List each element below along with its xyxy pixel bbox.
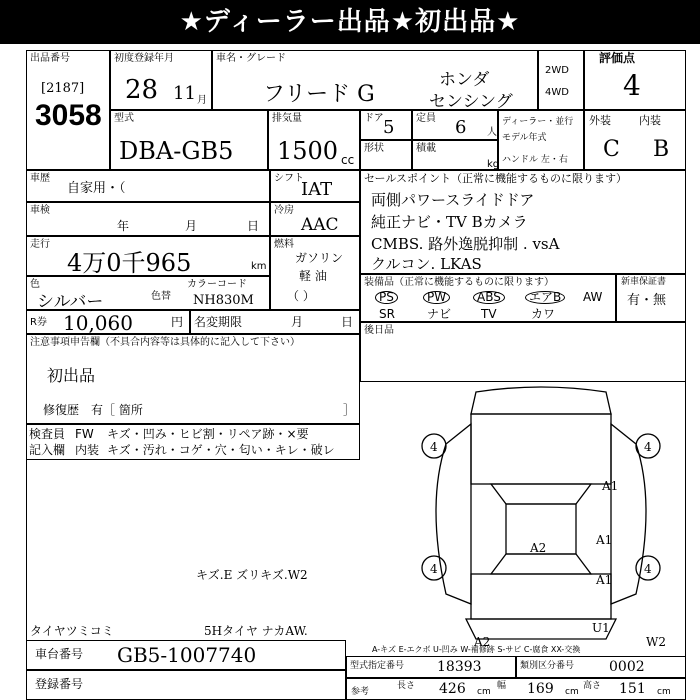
mark-a1-right-front: A1: [602, 479, 619, 493]
lot-bracket: [2187]: [41, 81, 85, 96]
legend-fw: FW: [75, 427, 94, 441]
mileage-unit: km: [251, 261, 267, 272]
load-unit: kg: [487, 159, 500, 170]
legend-row1: キズ・凹み・ヒビ割・リペア跡・×要: [107, 427, 309, 441]
shift-label: シフト: [274, 173, 304, 184]
dims-length: 426: [439, 681, 466, 697]
dims-cell: [346, 678, 686, 700]
shift-value: IAT: [301, 179, 333, 200]
type-cell: [110, 110, 268, 170]
lot-label: 出品番号: [30, 53, 70, 64]
sales-point-1: 両側パワースライドドア: [371, 191, 535, 209]
mark-a1-right-rear: A1: [596, 573, 613, 587]
legend-row2: キズ・汚れ・コゲ・穴・匂い・キレ・破レ: [107, 443, 335, 457]
capacity-label: 定員: [416, 113, 436, 124]
fuel-paren: （ ）: [287, 289, 315, 303]
warranty-label: 新車保証書: [621, 277, 667, 287]
model-extra1: ホンダ: [439, 70, 490, 90]
model-name: フリード G: [263, 82, 375, 107]
equip-sr: SR: [379, 307, 395, 321]
score-label: 評価点: [599, 51, 636, 65]
equip-ps: [375, 291, 398, 304]
car-windshield: [491, 484, 591, 504]
first-reg-month: 11: [173, 83, 196, 104]
equip-abs-circle: ABS: [473, 291, 505, 304]
equip-pw-circle: PW: [423, 291, 450, 304]
displacement-value: 1500: [277, 137, 339, 165]
load-label: 積載: [416, 143, 436, 154]
recycle-unit: 円: [171, 315, 184, 329]
fuel-gasoline: ガソリン: [295, 251, 344, 265]
car-rear-window: [491, 554, 591, 574]
equip-tv: TV: [481, 307, 497, 321]
reg-no-cell: [26, 670, 346, 700]
equip-cool: カワ: [531, 307, 556, 321]
first-reg-cell: [110, 50, 212, 110]
rear-cell: [360, 322, 686, 382]
aircon-label: 冷房: [274, 205, 294, 216]
equip-navi: ナビ: [427, 307, 452, 321]
type-label: 型式: [114, 113, 134, 124]
color-value: シルバー: [37, 292, 104, 312]
mark-wheel-fl: 4: [430, 440, 438, 454]
name-change-month: 月: [291, 315, 304, 329]
car-damage-diagram: [396, 384, 686, 646]
mark-a1-right-mid: A1: [596, 533, 613, 547]
model-label: 車名・グレード: [216, 53, 286, 64]
equip-abs: [473, 291, 505, 304]
type-value: DBA-GB5: [119, 137, 234, 165]
class-no-label: 類別区分番号: [520, 661, 575, 671]
hand-note-1: キズ.E ズリキズ.W2: [196, 568, 308, 582]
aircon-value: AAC: [301, 215, 339, 235]
color-label: 色: [30, 279, 40, 290]
color-code: NH830M: [193, 293, 254, 308]
auction-sheet: [0, 44, 700, 700]
mark-w2: W2: [646, 635, 666, 646]
warranty-value: 有・無: [627, 293, 667, 308]
rear-label: 後日品: [364, 325, 394, 336]
dims-ref: 参考: [351, 687, 370, 697]
dims-width: 169: [527, 681, 554, 697]
name-change-cell: [190, 310, 360, 334]
doors-label: ドア: [364, 113, 384, 124]
color-cell: [26, 276, 270, 310]
displacement-label: 排気量: [272, 113, 302, 124]
lot-cell: [26, 50, 110, 170]
first-reg-suffix: 月: [197, 95, 207, 106]
history-value: 自家用・（: [67, 181, 126, 196]
car-outline-top: [471, 387, 611, 414]
displacement-cell: [268, 110, 360, 170]
car-front-section: [471, 414, 611, 484]
notes-cell: [26, 334, 360, 424]
score-ext-int-cell: [584, 110, 686, 170]
mileage-cell: [26, 236, 270, 276]
shift-cell: [270, 170, 360, 202]
sales-point-4: クルコン. LKAS: [371, 255, 482, 273]
dims-height: 151: [619, 681, 646, 697]
recycle-cell: [26, 310, 190, 334]
mileage-label: 走行: [30, 239, 50, 250]
dims-height-unit: cm: [657, 687, 671, 697]
notes-text: 初出品: [47, 366, 96, 385]
chassis-label: 車台番号: [35, 647, 84, 661]
dims-height-label: 高さ: [583, 681, 602, 691]
fuel-diesel: 軽 油: [299, 269, 327, 283]
hand-note-2: タイヤツミコミ: [30, 624, 114, 638]
equipment-label: 装備品（正常に機能するものに限ります）: [364, 277, 554, 288]
first-reg-label: 初度登録年月: [114, 53, 174, 64]
notes-repair-end: ］: [343, 403, 356, 417]
ext-label: 外装: [589, 114, 611, 127]
equip-ps-circle: PS: [375, 291, 398, 304]
drive-2wd: 2WD: [545, 65, 569, 76]
chassis-value: GB5-1007740: [117, 643, 257, 667]
shape-cell: [360, 140, 412, 170]
drive-4wd: 4WD: [545, 87, 569, 98]
lot-number: 3058: [35, 99, 102, 132]
dims-width-label: 幅: [497, 681, 507, 691]
color-code-label: カラーコード: [187, 279, 247, 290]
spec-no-cell: [346, 656, 516, 678]
notes-repair: 修復歴 有［ 箇所: [43, 403, 143, 417]
int-label: 内装: [639, 114, 661, 127]
model-extra2: センシング: [429, 92, 513, 112]
handle-label: ハンドル 左・右: [502, 155, 568, 165]
model-year-label: モデル年式: [502, 133, 547, 143]
recycle-label: R券: [30, 317, 47, 328]
fuel-cell: [270, 236, 360, 310]
warranty-cell: [616, 274, 686, 322]
inspection-day: 日: [247, 219, 260, 233]
mark-wheel-rl: 4: [430, 562, 438, 576]
hand-note-3: 5Hタイヤ ナカAW.: [204, 624, 308, 638]
mark-a2-hood: A2: [530, 541, 547, 555]
mark-wheel-fr: 4: [644, 440, 652, 454]
history-label: 車歴: [30, 173, 50, 184]
dealer-cell: [498, 110, 584, 170]
recycle-value: 10,060: [63, 311, 133, 335]
name-change-day: 日: [341, 315, 354, 329]
legend-interior: 内装: [75, 443, 100, 457]
sales-points-cell: [360, 170, 686, 274]
damage-codes: A-キズ E-エクボ U-凹み W-補修跡 S-サビ C-腐食 XX-交換: [372, 645, 581, 654]
legend-cell: [26, 424, 360, 460]
mark-u1: U1: [592, 621, 610, 635]
inspection-month: 月: [185, 219, 198, 233]
fuel-label: 燃料: [274, 239, 294, 250]
ext-score: C: [603, 137, 620, 162]
int-score: B: [653, 137, 670, 162]
car-rear-section: [471, 574, 611, 619]
class-no-value: 0002: [609, 659, 645, 675]
inspection-label: 車検: [30, 205, 50, 216]
load-cell: [412, 140, 498, 170]
legend-entry-label: 記入欄: [29, 443, 66, 457]
sales-point-3: CMBS. 路外逸脱抑制 . vsA: [371, 235, 560, 253]
capacity-value: 6: [455, 117, 467, 138]
aircon-cell: [270, 202, 360, 236]
chassis-cell: [26, 640, 346, 670]
dims-width-unit: cm: [565, 687, 579, 697]
name-change-label: 名変期限: [194, 315, 243, 329]
first-reg-year: 28: [125, 75, 159, 105]
dealer-label: ディーラー・並行: [502, 117, 574, 127]
page-banner: ★ディーラー出品★初出品★: [0, 0, 700, 44]
color-trade-label: 色替: [151, 291, 171, 302]
drive-cell: [538, 50, 584, 110]
notes-label: 注意事項申告欄（不具合内容等は具体的に記入して下さい）: [30, 337, 300, 348]
sales-point-2: 純正ナビ・TV Bカメラ: [371, 213, 528, 231]
dims-length-unit: cm: [477, 687, 491, 697]
mark-a2-bottom: A2: [474, 635, 491, 646]
equip-airbag-circle: エアB: [525, 291, 565, 304]
doors-cell: [360, 110, 412, 140]
dims-length-label: 長さ: [397, 681, 416, 691]
history-cell: [26, 170, 270, 202]
model-cell: [212, 50, 538, 110]
inspection-year: 年: [117, 219, 130, 233]
mileage-value: 4万0千965: [67, 249, 192, 277]
equipment-cell: [360, 274, 616, 322]
legend-check-label: 検査員: [29, 427, 66, 441]
mark-wheel-rr: 4: [644, 562, 652, 576]
score-value: 4: [623, 69, 641, 102]
score-cell: [584, 50, 686, 110]
capacity-unit: 人: [487, 127, 497, 138]
doors-value: 5: [383, 117, 395, 138]
equip-aw: AW: [583, 290, 603, 304]
sales-points-label: セールスポイント（正常に機能するものに限ります）: [364, 172, 628, 185]
displacement-unit: cc: [341, 153, 355, 167]
equip-airbag: [525, 291, 565, 304]
class-no-cell: [516, 656, 686, 678]
spec-no-label: 型式指定番号: [350, 661, 405, 671]
shape-label: 形状: [364, 143, 384, 154]
reg-no-label: 登録番号: [35, 677, 84, 691]
inspection-cell: [26, 202, 270, 236]
spec-no-value: 18393: [437, 659, 482, 675]
capacity-cell: [412, 110, 498, 140]
equip-pw: [423, 291, 450, 304]
